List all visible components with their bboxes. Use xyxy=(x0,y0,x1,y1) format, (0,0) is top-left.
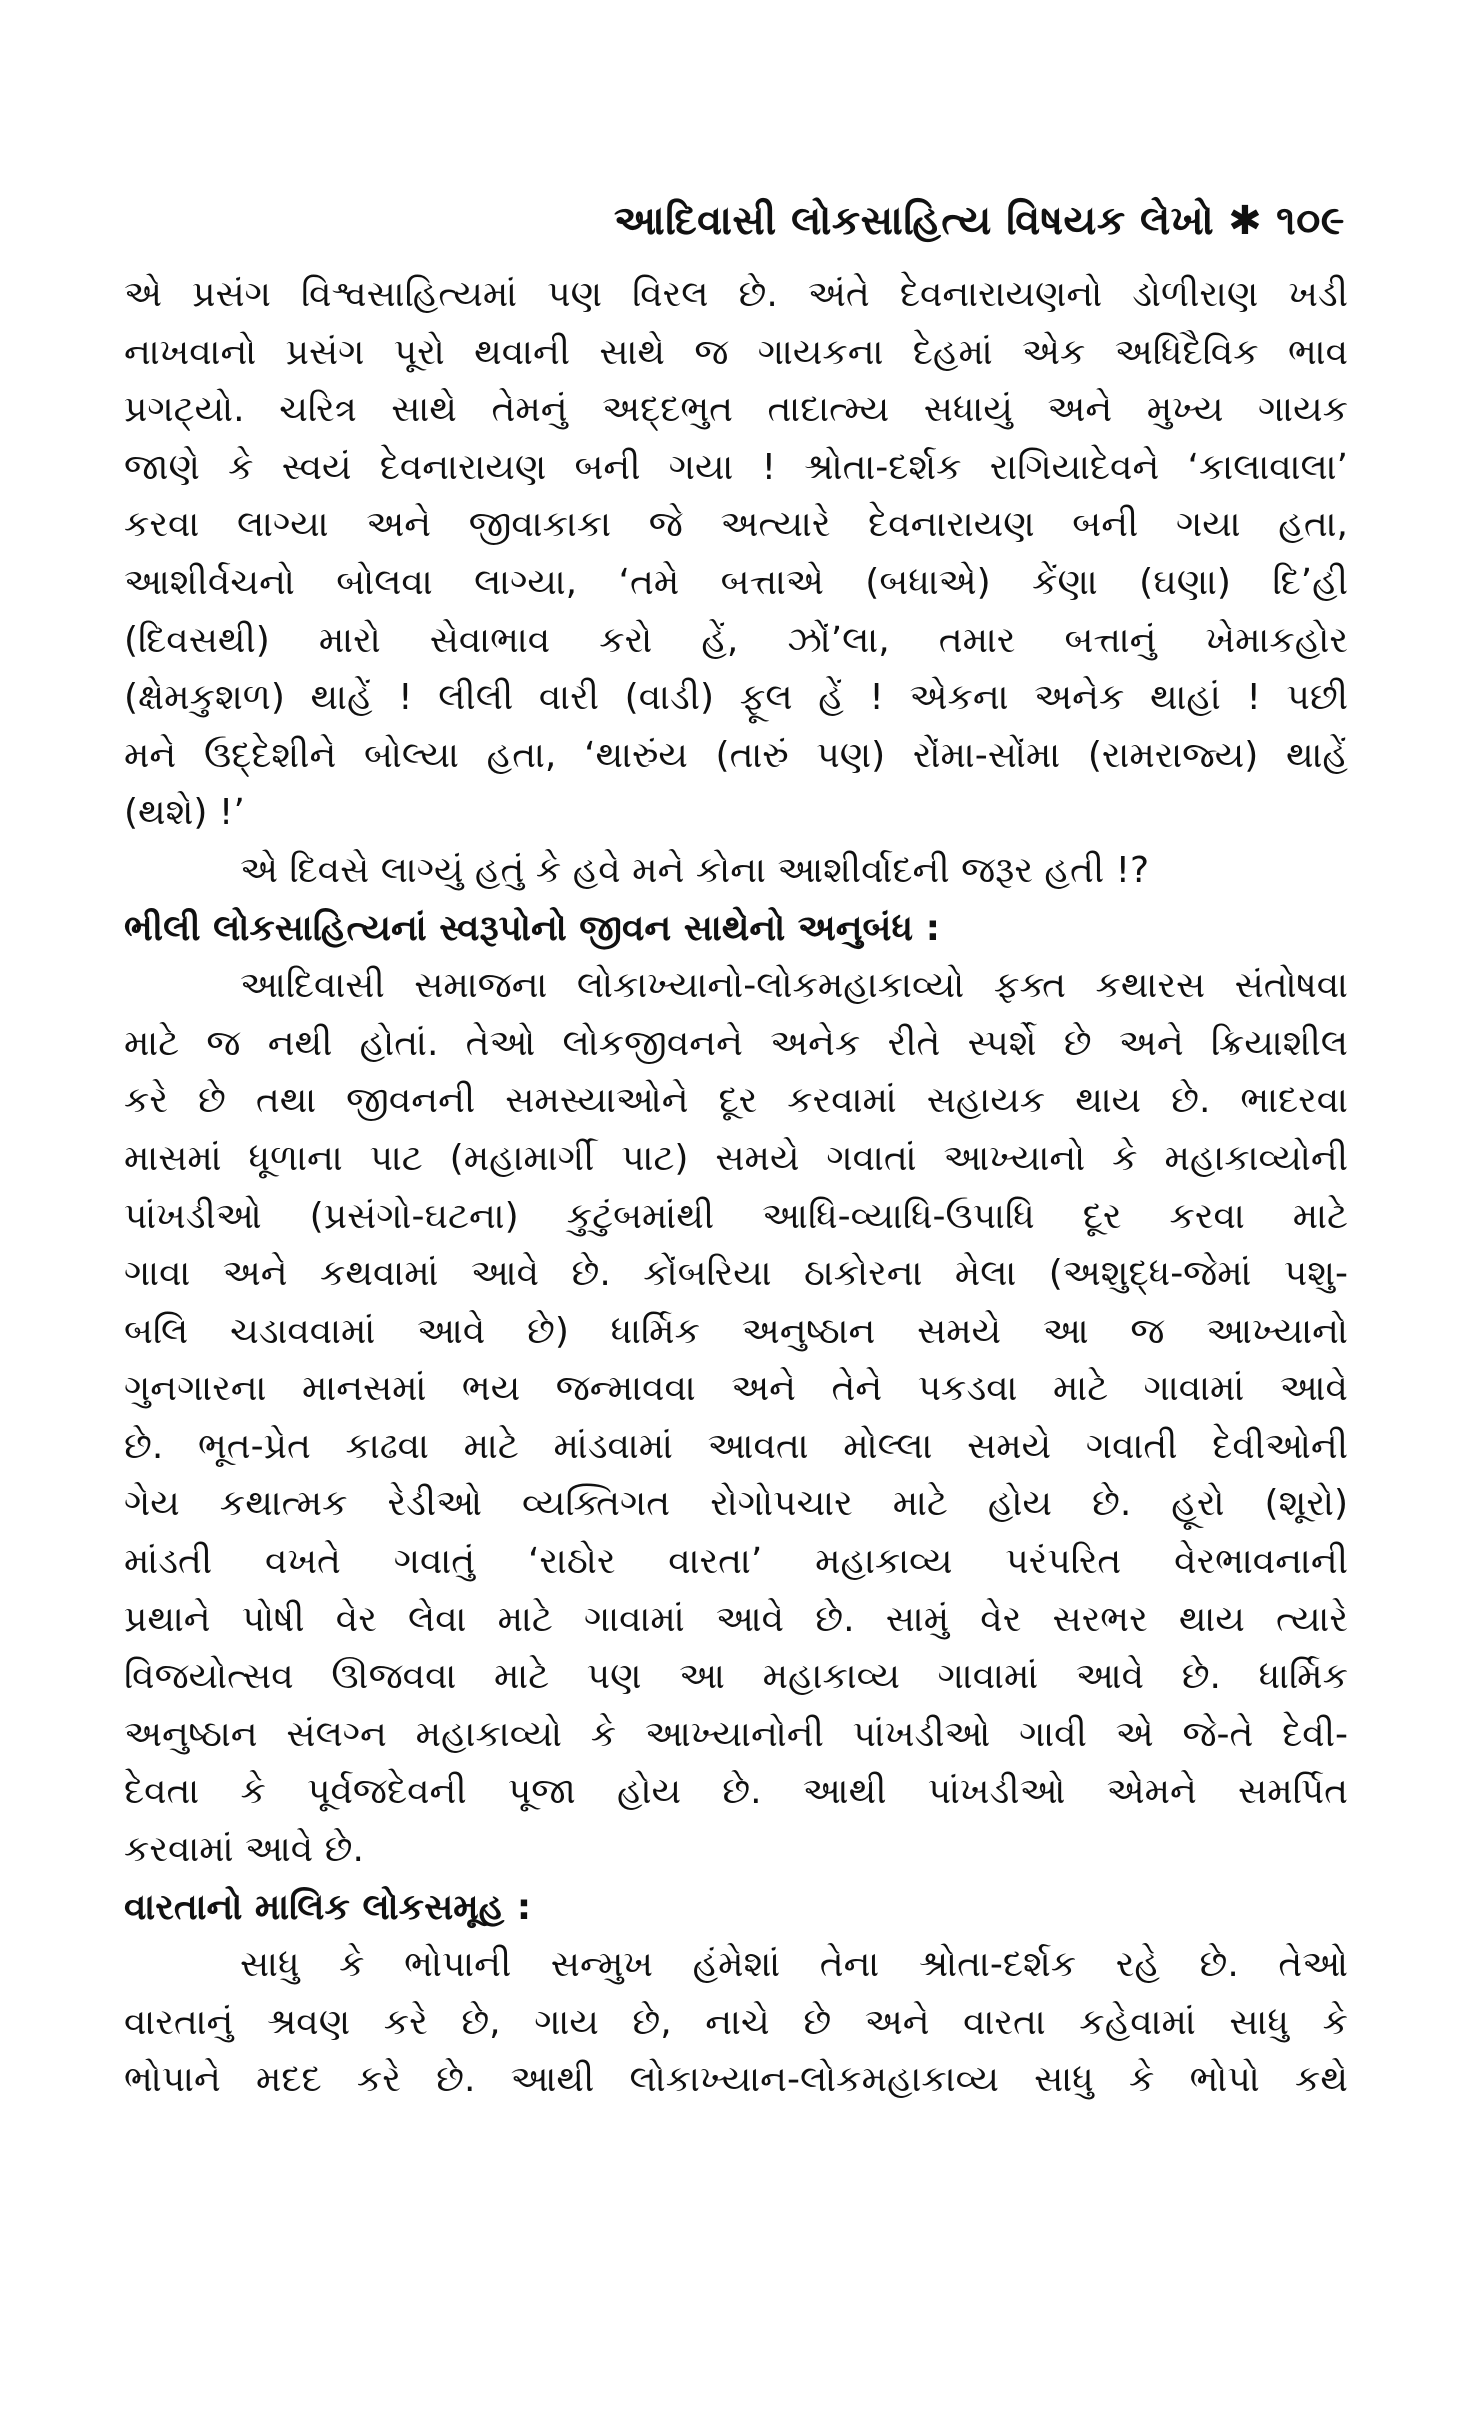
text-line: ગુનગારના માનસમાં ભય જન્માવવા અને તેને પકડવા માટે ગાવામાં આવે xyxy=(124,1368,1348,1410)
page-number: ૧૦૯ xyxy=(1276,198,1345,244)
text-line: વારતાનું શ્રવણ કરે છે, ગાય છે, નાચે છે અને વારતા કહેવામાં સાધુ કે xyxy=(124,2001,1348,2043)
text-line: ગાવા અને કથવામાં આવે છે. કોંબરિયા ઠાકોરના મેલા (અશુદ્ધ-જેમાં પશુ- xyxy=(124,1253,1348,1295)
body-text xyxy=(124,266,1348,2109)
text-line: માસમાં ધૂળાના પાટ (મહામાર્ગી પાટ) સમયે ગવાતાં આખ્યાનો કે મહાકાવ્યોની xyxy=(124,1137,1348,1179)
text-line: કરવા લાગ્યા અને જીવાકાકા જે અત્યારે દેવનારાયણ બની ગયા હતા, xyxy=(124,504,1348,546)
text-line: નાખવાનો પ્રસંગ પૂરો થવાની સાથે જ ગાયકના દેહમાં એક અધિદૈવિક ભાવ xyxy=(124,331,1348,373)
text-line: વિજયોત્સવ ઊજવવા માટે પણ આ મહાકાવ્ય ગાવામાં આવે છે. ધાર્મિક xyxy=(124,1656,1348,1698)
text-line: કરે છે તથા જીવનની સમસ્યાઓને દૂર કરવામાં સહાયક થાય છે. ભાદરવા xyxy=(124,1080,1348,1122)
text-line: પ્રથાને પોષી વેર લેવા માટે ગાવામાં આવે છે. સામું વેર સરભર થાય ત્યારે xyxy=(124,1598,1348,1640)
text-line: (થશે) !’ xyxy=(124,792,245,834)
text-line: (દિવસથી) મારો સેવાભાવ કરો હેં, ઝોં’લા, તમાર બત્તાનું ખેમાકહોર xyxy=(124,619,1348,661)
text-line: છે. ભૂત-પ્રેત કાઢવા માટે માંડવામાં આવતા મોલ્લા સમયે ગવાતી દેવીઓની xyxy=(124,1425,1348,1467)
section-heading: ભીલી લોકસાહિત્યનાં સ્વરૂપોનો જીવન સાથેનો અનુબંધ : xyxy=(124,907,940,949)
text-line: ભોપાને મદદ કરે છે. આથી લોકાખ્યાન-લોકમહાકાવ્ય સાધુ કે ભોપો કથે xyxy=(124,2059,1348,2101)
text-line: જાણે કે સ્વયં દેવનારાયણ બની ગયા ! શ્રોતા-દર્શક રાગિયાદેવને ‘કાલાવાલા’ xyxy=(124,446,1348,488)
text-line: ગેય કથાત્મક રેડીઓ વ્યક્તિગત રોગોપચાર માટે હોય છે. હૂરો (શૂરો) xyxy=(124,1483,1348,1525)
text-line: આશીર્વચનો બોલવા લાગ્યા, ‘તમે બત્તાએ (બધાએ) કેંણા (ઘણા) દિ’હી xyxy=(124,561,1348,603)
text-line: મને ઉદ્દેશીને બોલ્યા હતા, ‘થારુંય (તારું પણ) રોંમા-સોંમા (રામરાજ્ય) થાહેં xyxy=(124,734,1348,776)
text-line: (ક્ષેમકુશળ) થાહેં ! લીલી વારી (વાડી) ફૂલ હેં ! એકના અનેક થાહાં ! પછી xyxy=(124,677,1348,719)
running-header xyxy=(614,198,1345,244)
text-line: એ દિવસે લાગ્યું હતું કે હવે મને કોના આશીર્વાદની જરૂર હતી !? xyxy=(240,849,1150,891)
text-line: દેવતા કે પૂર્વજદેવની પૂજા હોય છે. આથી પાંખડીઓ એમને સમર્પિત xyxy=(124,1771,1348,1813)
text-line: પાંખડીઓ (પ્રસંગો-ઘટના) કુટુંબમાંથી આધિ-વ્યાધિ-ઉપાધિ દૂર કરવા માટે xyxy=(124,1195,1348,1237)
running-title: આદિવાસી લોકસાહિત્ય વિષયક લેખો xyxy=(613,198,1215,244)
text-line: પ્રગટ્યો. ચરિત્ર સાથે તેમનું અદ્દભુત તાદાત્મ્ય સધાયું અને મુખ્ય ગાયક xyxy=(124,389,1348,431)
text-line: અનુષ્ઠાન સંલગ્ન મહાકાવ્યો કે આખ્યાનોની પાંખડીઓ ગાવી એ જે-તે દેવી- xyxy=(124,1713,1348,1755)
text-line: માંડતી વખતે ગવાતું ‘રાઠોર વારતા’ મહાકાવ્ય પરંપરિત વેરભાવનાની xyxy=(124,1541,1348,1583)
text-line: માટે જ નથી હોતાં. તેઓ લોકજીવનને અનેક રીતે સ્પર્શે છે અને ક્રિયાશીલ xyxy=(124,1022,1348,1064)
section-heading: વારતાનો માલિક લોકસમૂહ : xyxy=(124,1886,532,1928)
text-line: બલિ ચડાવવામાં આવે છે) ધાર્મિક અનુષ્ઠાન સમયે આ જ આખ્યાનો xyxy=(124,1310,1348,1352)
separator-glyph: ✱ xyxy=(1228,198,1263,244)
text-line: સાધુ કે ભોપાની સન્મુખ હંમેશાં તેના શ્રોતા-દર્શક રહે છે. તેઓ xyxy=(240,1944,1348,1986)
text-line: કરવામાં આવે છે. xyxy=(124,1829,364,1871)
text-line: એ પ્રસંગ વિશ્વસાહિત્યમાં પણ વિરલ છે. અંતે દેવનારાયણનો ડોળીરાણ ખડી xyxy=(124,274,1348,315)
text-line: આદિવાસી સમાજના લોકાખ્યાનો-લોકમહાકાવ્યો ફક્ત કથારસ સંતોષવા xyxy=(240,965,1348,1007)
